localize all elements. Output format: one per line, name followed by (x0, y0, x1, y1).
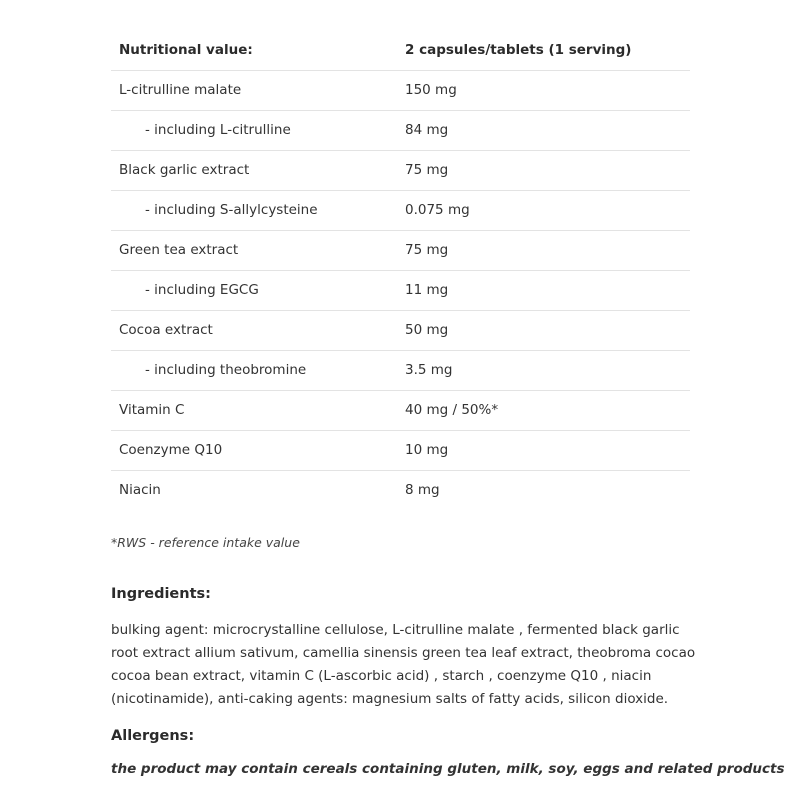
table-row (111, 310, 690, 350)
nutrient-name: Green tea extract (111, 230, 397, 270)
ingredients-heading: Ingredients: (111, 586, 211, 602)
table-row (111, 110, 690, 150)
nutrition-table (111, 30, 690, 510)
table-row (111, 470, 690, 510)
column-header-name: Nutritional value: (111, 30, 397, 70)
nutrient-name: Coenzyme Q10 (111, 430, 397, 470)
nutrient-value: 8 mg (405, 482, 440, 499)
nutrient-name: Vitamin C (111, 390, 397, 430)
nutrient-value: 0.075 mg (397, 190, 690, 230)
table-row (111, 350, 690, 390)
table-header-row (111, 30, 690, 70)
nutrient-value: 150 mg (397, 70, 690, 110)
allergens-text: the product may contain cereals containing gluten, milk, soy, eggs and related products (111, 761, 785, 777)
nutrient-name: - including EGCG (111, 270, 397, 310)
rws-footnote: *RWS - reference intake value (111, 535, 300, 550)
nutrient-value: 75 mg (397, 150, 690, 190)
nutrient-name: Black garlic extract (111, 150, 397, 190)
table-row (111, 230, 690, 270)
table-row (111, 390, 690, 430)
nutrient-name: L-citrulline malate (111, 70, 397, 110)
table-row (111, 70, 690, 110)
allergens-heading: Allergens: (111, 728, 195, 744)
column-header-value: 2 capsules/tablets (1 serving) (397, 30, 690, 70)
nutrient-value: 84 mg (397, 110, 690, 150)
nutrient-value: 50 mg (397, 310, 690, 350)
table-row (111, 270, 690, 310)
nutrient-value: 40 mg / 50%* (397, 390, 690, 430)
nutrient-value: 10 mg (397, 430, 690, 470)
table-row (111, 430, 690, 470)
ingredients-text: bulking agent: microcrystalline cellulose, L-citrulline malate , fermented black garlic root extract allium sativum, camellia sinensis green tea leaf extract, theobroma cocao cocoa bean extract, vitamin C (L-ascorbic acid) , starch , coenzyme Q10 , niacin (nicotinamide), anti-caking agents: magnesium salts of fatty acids, silicon dioxide. (111, 622, 696, 707)
nutrient-value: 11 mg (397, 270, 690, 310)
table-row (111, 190, 690, 230)
nutrient-value: 75 mg (397, 230, 690, 270)
nutrient-name: - including S-allylcysteine (111, 190, 397, 230)
nutrient-name: Niacin (119, 482, 161, 499)
nutrient-name: - including L-citrulline (111, 110, 397, 150)
nutrient-name: - including theobromine (111, 350, 397, 390)
table-row (111, 150, 690, 190)
nutrient-value: 3.5 mg (397, 350, 690, 390)
nutrient-name: Cocoa extract (111, 310, 397, 350)
